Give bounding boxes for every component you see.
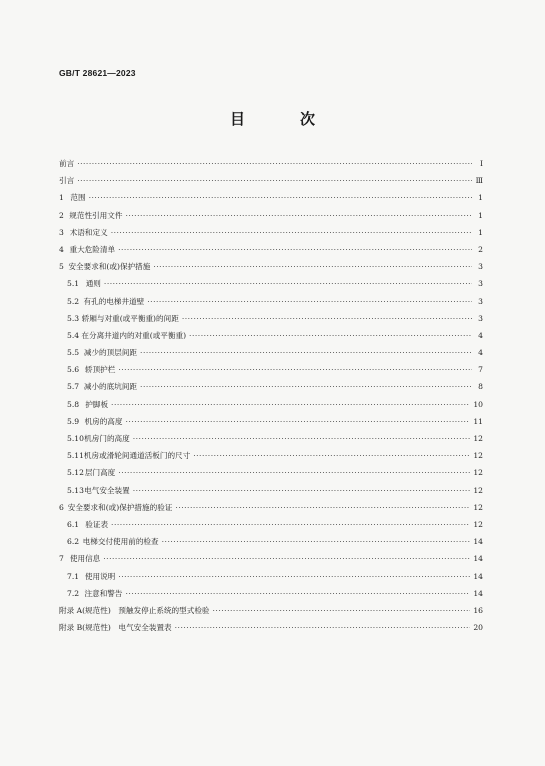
toc-entry-label: 有孔的电梯井道壁	[83, 296, 145, 306]
toc-entry-page: 12	[473, 502, 483, 512]
toc-entry-label: 重大危险清单	[69, 244, 116, 254]
toc-entry[interactable]	[59, 585, 483, 602]
toc-entry[interactable]	[59, 189, 483, 206]
toc-entry[interactable]	[59, 207, 483, 224]
dot-leader	[182, 310, 472, 327]
toc-entry-number: 6.1	[67, 519, 80, 529]
toc-entry[interactable]	[59, 241, 483, 258]
toc-entry-page: 7	[478, 365, 483, 375]
toc-entry-page: 3	[478, 313, 483, 323]
toc-entry-page: 14	[473, 588, 483, 598]
toc-entry[interactable]	[59, 619, 483, 636]
toc-entry-label: 引言	[59, 176, 75, 186]
dot-leader	[153, 258, 472, 275]
dot-leader	[125, 207, 472, 224]
toc-entry-number: 5.11	[67, 451, 84, 461]
toc-entry[interactable]	[59, 568, 483, 585]
toc-entry-label: 范围	[70, 193, 86, 203]
dot-leader	[133, 482, 471, 499]
dot-leader	[104, 275, 472, 292]
toc-entry-label: 附录 B(规范性) 电气安全装置表	[59, 623, 172, 633]
toc-entry[interactable]	[59, 293, 483, 310]
toc-entry-label: 层门高度	[84, 468, 116, 478]
toc-entry-number: 5.7	[67, 382, 80, 392]
toc-entry-number: 5.6	[67, 365, 80, 375]
toc-entry-page: 4	[478, 348, 483, 358]
dot-leader	[77, 155, 472, 172]
toc-entry-label: 轿顶护栏	[84, 365, 116, 375]
toc-entry-page: Ⅰ	[480, 159, 483, 168]
toc-entry-label: 减少的顶层间距	[83, 348, 138, 358]
toc-entry-number: 5.10	[67, 434, 84, 443]
toc-entry[interactable]	[59, 378, 483, 395]
toc-entry-number: 5.13	[67, 485, 84, 495]
toc-entry-number: 7.2	[67, 588, 80, 598]
toc-entry-page: 8	[478, 382, 483, 392]
toc-entry-label: 规范性引用文件	[69, 210, 123, 220]
toc-entry-number: 1	[59, 193, 64, 203]
toc-entry[interactable]	[59, 172, 483, 189]
dot-leader	[118, 241, 472, 258]
toc-entry-page: 12	[473, 519, 483, 529]
toc-entry-number: 6.2	[67, 537, 80, 547]
toc-entry-page: 3	[478, 296, 483, 306]
toc-entry-label: 护脚板	[85, 399, 109, 409]
toc-entry-number: 5.2	[67, 296, 80, 306]
toc-entry-label: 机房的高度	[84, 416, 123, 426]
dot-leader	[126, 585, 471, 602]
toc-entry-label: 轿厢与对重(或平衡重)的间距	[81, 313, 179, 323]
toc-entry-page: 16	[473, 605, 483, 615]
toc-entry[interactable]	[59, 464, 483, 481]
toc-entry[interactable]	[59, 482, 483, 499]
toc-entry-page: 12	[473, 468, 483, 478]
table-of-contents	[59, 155, 483, 636]
dot-leader	[77, 172, 472, 189]
toc-entry[interactable]	[59, 447, 483, 464]
dot-leader	[118, 464, 470, 481]
toc-entry-number: 5.12	[67, 468, 84, 478]
toc-entry[interactable]	[59, 361, 483, 378]
toc-entry-page: Ⅲ	[475, 176, 483, 186]
toc-entry-page: 3	[478, 279, 483, 289]
toc-entry[interactable]	[59, 275, 483, 292]
dot-leader	[133, 430, 471, 447]
toc-entry-page: 11	[473, 416, 483, 426]
dot-leader	[126, 413, 471, 430]
dot-leader	[175, 619, 471, 636]
toc-entry[interactable]	[59, 396, 483, 413]
dot-leader	[140, 378, 472, 395]
toc-entry-number: 7	[59, 554, 64, 564]
dot-leader	[140, 344, 472, 361]
dot-leader	[147, 293, 472, 310]
toc-entry-number: 5.8	[67, 399, 80, 409]
toc-entry-label: 安全要求和(或)保护措施的验证	[67, 502, 173, 512]
toc-entry-page: 1	[478, 227, 483, 237]
dot-leader	[118, 568, 470, 585]
dot-leader	[111, 396, 470, 413]
dot-leader	[111, 516, 470, 533]
toc-entry-number: 4	[59, 244, 64, 254]
toc-entry[interactable]	[59, 533, 483, 550]
toc-entry-page: 14	[473, 554, 483, 564]
toc-entry[interactable]	[59, 310, 483, 327]
toc-entry-label: 减小的底坑间距	[83, 382, 138, 392]
toc-entry-label: 前言	[59, 159, 75, 168]
toc-entry-number: 3	[59, 227, 64, 237]
toc-entry[interactable]	[59, 344, 483, 361]
toc-entry-page: 10	[473, 399, 483, 409]
dot-leader	[103, 550, 470, 567]
dot-leader	[118, 361, 472, 378]
toc-entry-number: 5.4	[67, 330, 80, 340]
toc-entry-page: 3	[478, 262, 483, 272]
toc-entry[interactable]	[59, 430, 483, 447]
toc-entry-label: 安全要求和(或)保护措施	[68, 262, 151, 272]
standard-code: GB/T 28621—2023	[59, 68, 136, 78]
toc-entry-page: 12	[473, 485, 483, 495]
toc-entry-page: 14	[473, 571, 483, 581]
toc-entry-label: 术语和定义	[69, 227, 108, 237]
toc-entry[interactable]	[59, 602, 483, 619]
toc-entry-label: 使用信息	[69, 554, 101, 564]
toc-entry-number: 2	[59, 210, 64, 220]
toc-entry-label: 机房或滑轮间通道活板门的尺寸	[83, 451, 191, 461]
toc-entry-number: 5.3	[67, 313, 80, 323]
dot-leader	[175, 499, 470, 516]
dot-leader	[111, 224, 472, 241]
toc-entry[interactable]	[59, 224, 483, 241]
toc-entry-label: 电气安全装置	[84, 485, 130, 495]
toc-entry-number: 5.9	[67, 416, 80, 426]
toc-entry-number: 5	[59, 262, 64, 272]
toc-entry-label: 在分离井道内的对重(或平衡重)	[81, 330, 187, 340]
dot-leader	[213, 602, 471, 619]
toc-entry-page: 1	[478, 210, 483, 220]
toc-entry-page: 14	[473, 537, 483, 547]
toc-entry-page: 12	[473, 434, 483, 443]
page-title: 目 次	[229, 110, 335, 128]
dot-leader	[162, 533, 471, 550]
dot-leader	[189, 327, 472, 344]
toc-entry-label: 附录 A(规范性) 预触发停止系统的型式检验	[59, 605, 210, 615]
dot-leader	[193, 447, 470, 464]
toc-entry[interactable]	[59, 258, 483, 275]
toc-entry[interactable]	[59, 327, 483, 344]
toc-entry-page: 4	[478, 330, 483, 340]
toc-entry[interactable]	[59, 155, 483, 172]
toc-entry-label: 验证表	[85, 519, 109, 529]
toc-entry-page: 1	[478, 193, 483, 203]
toc-entry-label: 机房门的高度	[84, 434, 130, 443]
toc-entry-number: 5.5	[67, 348, 80, 358]
toc-entry-page: 2	[478, 244, 483, 254]
toc-entry[interactable]	[59, 413, 483, 430]
toc-entry[interactable]	[59, 516, 483, 533]
toc-entry-label: 注意和警告	[84, 588, 123, 598]
toc-entry-label: 使用说明	[84, 571, 116, 581]
toc-entry[interactable]	[59, 550, 483, 567]
toc-entry-label: 电梯交付使用前的检查	[82, 537, 159, 547]
toc-entry-page: 12	[473, 451, 483, 461]
toc-entry-number: 6	[59, 502, 64, 512]
toc-entry-label: 通则	[85, 279, 101, 289]
toc-entry-page: 20	[473, 623, 483, 633]
toc-entry-number: 7.1	[67, 571, 80, 581]
dot-leader	[89, 189, 472, 206]
toc-entry[interactable]	[59, 499, 483, 516]
toc-entry-number: 5.1	[67, 279, 80, 289]
